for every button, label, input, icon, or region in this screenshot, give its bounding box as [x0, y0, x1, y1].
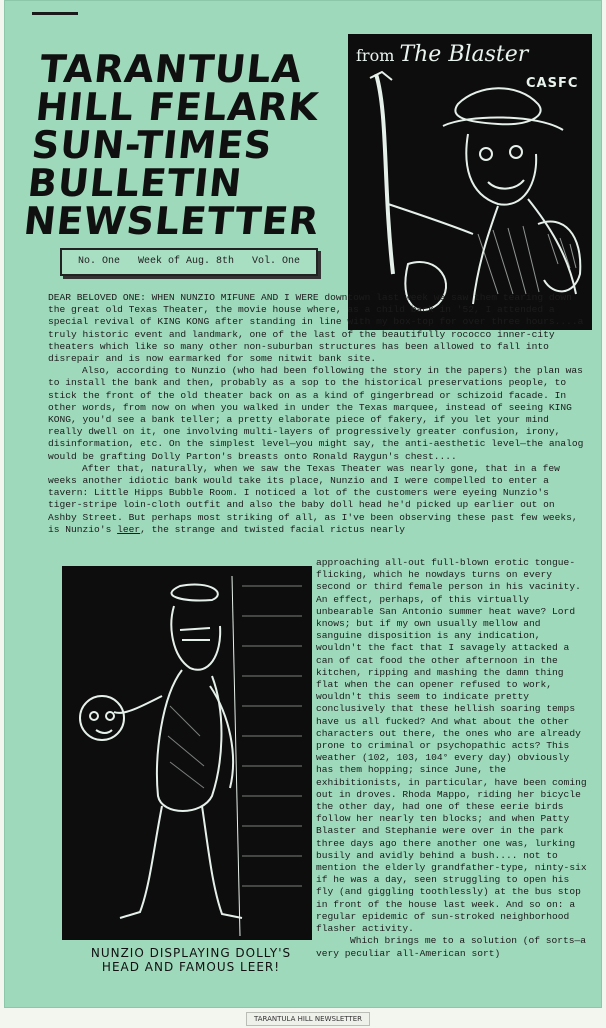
article-body-top	[48, 292, 588, 536]
caption-from: from	[356, 46, 395, 65]
caption-bottom-line-1: NUNZIO DISPLAYING DOLLY'S	[90, 946, 292, 960]
caption-credit: CASFC	[526, 76, 579, 91]
issue-week: Week of Aug. 8th	[137, 256, 234, 267]
article-body-right	[316, 557, 590, 960]
masthead-line-3: SUN-TIMES	[29, 123, 275, 167]
leer-word: leer	[117, 523, 141, 535]
paragraph-3-text: After that, naturally, when we saw the Texas Theater was nearly gone, that in a few weeks another idiotic bank would take its place, Nunzio and I were compelled to enter a tavern: Little Hipps Bubble Room. I noticed a lot of the customers were eyeing Nunzio's tiger-stripe loin-cloth outfit and also the baby doll head he'd picked up earlier out on Ashby Street. But perhaps most striking of all, as I've been observing these past few weeks, is Nunzio's	[48, 462, 578, 535]
corner-dash	[32, 12, 78, 15]
nunzio-drawing-icon	[62, 566, 312, 940]
masthead-line-5: NEWSLETTER	[21, 199, 322, 243]
label-strip: TARANTULA HILL NEWSLETTER	[246, 1012, 370, 1026]
paragraph-1: DEAR BELOVED ONE: WHEN NUNZIO MIFUNE AND I WERE downtown last week we saw them tearing down the great old Texas Theater, the movie house where, as a child back in '52, I attended a special revival of KING KONG after standing in line with my box-top for over three hours....a truly historic event and landmark, one of the last of the beautifully rococco inner-city theaters which like so many other non-suburban structures has been allowed to fall into disrepair and is now earmarked for some nitwit bank site.	[48, 292, 584, 365]
newsletter-sheet	[4, 0, 602, 1008]
caption-bottom	[66, 946, 316, 974]
illustration-nunzio	[62, 566, 312, 940]
paragraph-3-tail: , the strange and twisted facial rictus nearly	[140, 523, 405, 535]
issue-box	[60, 248, 318, 276]
right-column-text: approaching all-out full-blown erotic tongue-flicking, which he nowdays turns on every second or third female person in his vacinity. An effect, perhaps, of this virtually unbearable San Antonio summer heat wave? Lord knows; but if my own usually mellow and sanguine disposition is any indication, wouldn't the fact that I savagely attacked a can of cat food the other afternoon in the kitchen, ripping and mashing the damn thing flat when the can opener refused to work, wouldn't this seem to indicate pretty conclusively that these hellish soaring temps have us all fucked? And what about the other characters out there, the ones who are already prone to criminal or psychopathic acts? This weather (102, 103, 104° every day) obviously has them hopping; since June, the exhibitionists, in particular, have been coming out in droves. Rhoda Mappo, riding her bicycle the other day, had one of these eerie birds follow her nearly ten blocks; and when Patty Blaster and Stephanie were over in the park three days ago there another one was, lurking busily and avidly behind a bush.... not to mention the elderly grandfather-type, ninty-six if he was a day, seen struggling to open his fly (and giggling toothlessly) at the bus stop in front of the house last week. And so on: a regular epidemic of sun-stroked neighborhood flasher activity.	[316, 557, 587, 935]
masthead-title	[21, 47, 360, 243]
issue-number: No. One	[77, 256, 120, 267]
masthead-line-1: TARANTULA	[37, 47, 305, 91]
caption-bottom-line-2: HEAD AND FAMOUS LEER!	[101, 960, 281, 974]
right-column-last: Which brings me to a solution (of sorts—a very peculiar all-American sort)	[316, 935, 587, 959]
paragraph-3	[48, 463, 588, 536]
art-caption-top	[356, 42, 579, 91]
caption-source: The Blaster	[399, 42, 529, 67]
masthead-line-2: HILL FELARK	[33, 85, 322, 129]
issue-volume: Vol. One	[252, 256, 301, 267]
masthead-line-4: BULLETIN	[25, 161, 245, 205]
paragraph-2: Also, according to Nunzio (who had been following the story in the papers) the plan was to install the bank and then, probably as a sop to the historical preservations people, to stick the front of the old theater back on as a kind of gingerbread or schizoid facade. In other words, from now on when you walked in under the Texas marquee, instead of seeing KING KONG, you'd see a bank teller; a pretty elaborate piece of fakery, if you let your mind really dwell on it, one involving multi-layers of progressively greater confusion, irony, disinformation, etc. On the simplest level—you might say, the anti-aesthetic level—the analog would be grafting Dolly Parton's breasts onto Ronald Raygun's chest....	[48, 365, 584, 462]
